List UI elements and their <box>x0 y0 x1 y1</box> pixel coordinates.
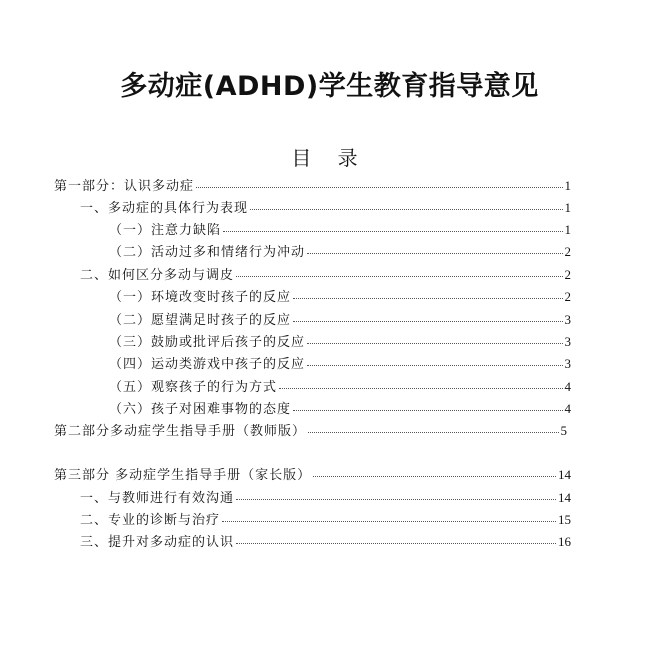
dot-leader <box>236 276 562 277</box>
toc-entry-label: （一）环境改变时孩子的反应 <box>109 290 292 305</box>
toc-entry-label: （五）观察孩子的行为方式 <box>109 380 278 395</box>
toc-entry[interactable] <box>54 177 571 196</box>
dot-leader <box>196 187 562 188</box>
toc-entry-page: 2 <box>564 289 571 304</box>
toc-entry[interactable] <box>80 489 571 508</box>
toc-entry[interactable] <box>54 466 571 485</box>
dot-leader <box>293 298 562 299</box>
toc-heading: 目 录 <box>291 146 368 170</box>
dot-leader <box>236 499 556 500</box>
toc-entry-page: 14 <box>558 490 571 505</box>
toc-entry[interactable] <box>54 422 567 441</box>
toc-entry-label: （二）活动过多和情绪行为冲动 <box>109 245 306 260</box>
toc-entry[interactable] <box>80 266 571 285</box>
dot-leader <box>293 321 562 322</box>
toc-entry-page: 3 <box>564 312 571 327</box>
toc-entry[interactable] <box>109 355 571 374</box>
toc-entry[interactable] <box>80 199 571 218</box>
toc-entry[interactable] <box>109 288 571 307</box>
toc-entry[interactable] <box>109 400 571 419</box>
dot-leader <box>236 543 556 544</box>
toc-entry-label: 第二部分多动症学生指导手册（教师版） <box>54 424 307 439</box>
toc-entry-label: （六）孩子对困难事物的态度 <box>109 402 292 417</box>
toc-entry-label: 第三部分 多动症学生指导手册（家长版） <box>54 468 312 483</box>
toc-entry-label: 二、专业的诊断与治疗 <box>80 513 221 528</box>
dot-leader <box>307 365 562 366</box>
dot-leader <box>308 432 558 433</box>
dot-leader <box>293 410 562 411</box>
toc-entry-label: （一）注意力缺陷 <box>109 223 222 238</box>
dot-leader <box>307 253 562 254</box>
toc-entry-label: （三）鼓励或批评后孩子的反应 <box>109 335 306 350</box>
toc-entry[interactable] <box>80 511 571 530</box>
dot-leader <box>313 476 556 477</box>
toc-entry[interactable] <box>109 378 571 397</box>
dot-leader <box>250 209 562 210</box>
toc-entry-page: 2 <box>564 267 571 282</box>
toc-entry-label: 一、多动症的具体行为表现 <box>80 201 249 216</box>
toc-entry-page: 4 <box>564 401 571 416</box>
toc-entry-page: 3 <box>564 356 571 371</box>
toc-entry-label: 三、提升对多动症的认识 <box>80 535 235 550</box>
toc-entry-page: 4 <box>564 379 571 394</box>
toc-entry[interactable] <box>109 333 571 352</box>
toc-entry[interactable] <box>109 311 571 330</box>
toc-entry[interactable] <box>109 243 571 262</box>
dot-leader <box>223 231 562 232</box>
toc-entry-label: 二、如何区分多动与调皮 <box>80 268 235 283</box>
toc-entry-page: 1 <box>564 200 571 215</box>
dot-leader <box>222 521 556 522</box>
document-title: 多动症(ADHD)学生教育指导意见 <box>120 71 539 102</box>
dot-leader <box>279 388 562 389</box>
toc-entry-label: 第一部分：认识多动症 <box>54 179 195 194</box>
toc-entry-page: 2 <box>564 244 571 259</box>
toc-entry-label: （二）愿望满足时孩子的反应 <box>109 313 292 328</box>
toc-entry-page: 14 <box>558 467 571 482</box>
toc-entry-page: 3 <box>564 334 571 349</box>
toc-entry-page: 16 <box>558 534 571 549</box>
toc-entry-page: 5 <box>560 423 567 438</box>
dot-leader <box>307 343 562 344</box>
toc-entry-label: （四）运动类游戏中孩子的反应 <box>109 357 306 372</box>
toc-entry-label: 一、与教师进行有效沟通 <box>80 491 235 506</box>
toc-entry[interactable] <box>109 221 571 240</box>
toc-entry-page: 15 <box>558 512 571 527</box>
toc-entry[interactable] <box>80 533 571 552</box>
toc-entry-page: 1 <box>564 178 571 193</box>
toc-entry-page: 1 <box>564 222 571 237</box>
